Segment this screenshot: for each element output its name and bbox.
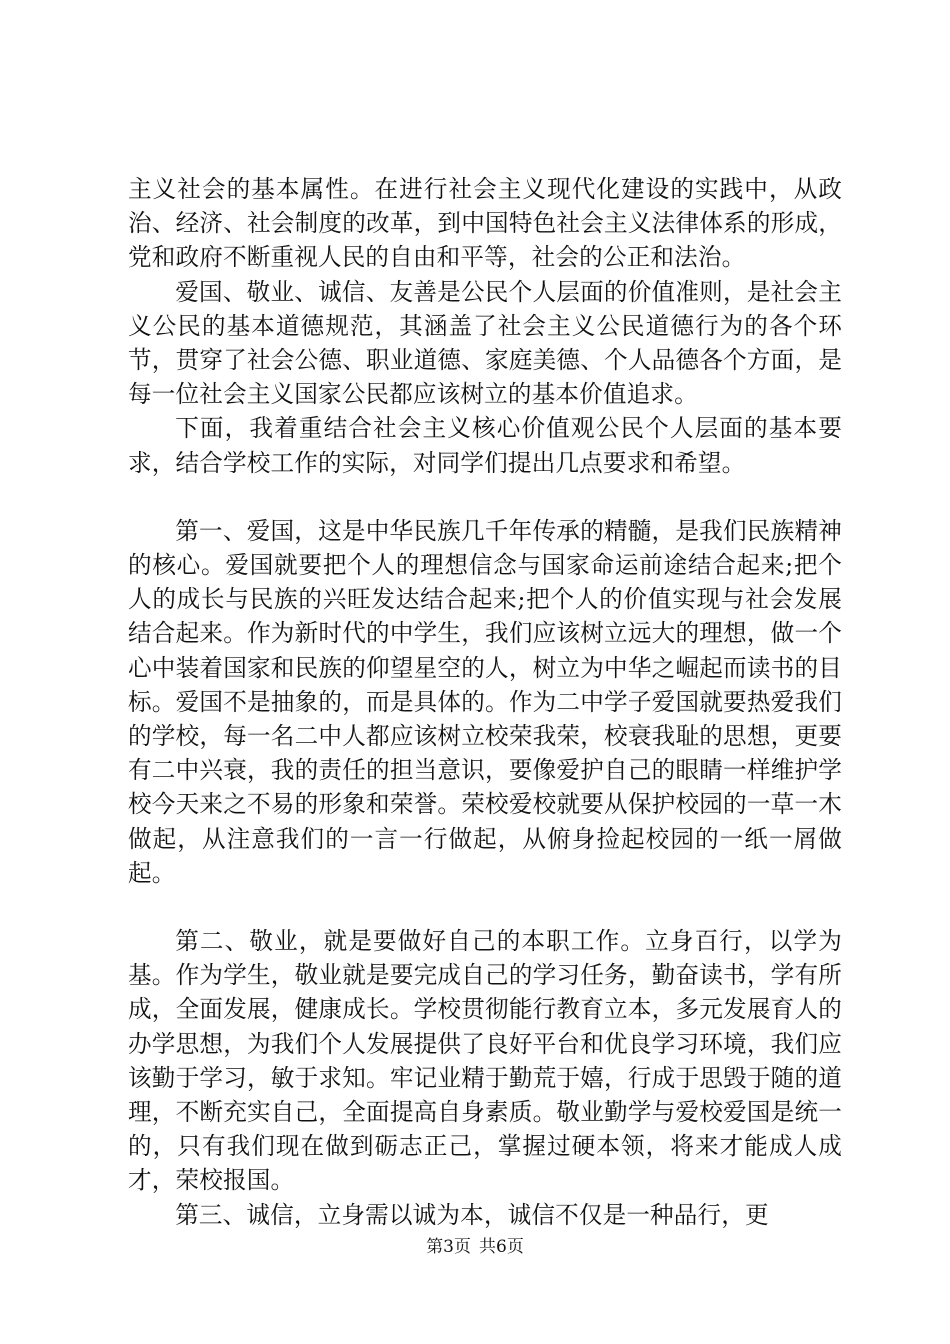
- page-total: 共6页: [479, 1237, 524, 1257]
- page-number: 第3页: [426, 1237, 471, 1257]
- paragraph-4: 第一、爱国，这是中华民族几千年传承的精髓，是我们民族精神的核心。爱国就要把个人的理想信念与国家命运前途结合起来;把个人的成长与民族的兴旺发达结合起来;把个人的价值实现与社会发展结合起来。作为新时代的中学生，我们应该树立远大的理想，做一个心中装着国家和民族的仰望星空的人，树立为中华之崛起而读书的目标。爱国不是抽象的，而是具体的。作为二中学子爱国就要热爱我们的学校，每一名二中人都应该树立校荣我荣，校衰我耻的思想，更要有二中兴衰，我的责任的担当意识，要像爱护自己的眼睛一样维护学校今天来之不易的形象和荣誉。荣校爱校就要从保护校园的一草一木做起，从注意我们的一言一行做起，从俯身捡起校园的一纸一屑做起。: [128, 516, 842, 887]
- document-body: [128, 172, 842, 1232]
- page-footer: [0, 1236, 950, 1258]
- paragraph-3: 下面，我着重结合社会主义核心价值观公民个人层面的基本要求，结合学校工作的实际，对同学们提出几点要求和希望。: [128, 414, 842, 477]
- paragraph-5: 第二、敬业，就是要做好自己的本职工作。立身百行，以学为基。作为学生，敬业就是要完成自己的学习任务，勤奋读书，学有所成，全面发展，健康成长。学校贯彻能行教育立本，多元发展育人的办学思想，为我们个人发展提供了良好平台和优良学习环境，我们应该勤于学习，敏于求知。牢记业精于勤荒于嬉，行成于思毁于随的道理，不断充实自己，全面提高自身素质。敬业勤学与爱校爱国是统一的，只有我们现在做到砺志正己，掌握过硬本领，将来才能成人成才，荣校报国。: [128, 927, 842, 1195]
- paragraph-6: 第三、诚信，立身需以诚为本，诚信不仅是一种品行，更: [175, 1200, 769, 1229]
- paragraph-1: 主义社会的基本属性。在进行社会主义现代化建设的实践中，从政治、经济、社会制度的改革，到中国特色社会主义法律体系的形成，党和政府不断重视人民的自由和平等，社会的公正和法治。: [128, 175, 842, 272]
- paragraph-2: 爱国、敬业、诚信、友善是公民个人层面的价值准则，是社会主义公民的基本道德规范，其涵盖了社会主义公民道德行为的各个环节，贯穿了社会公德、职业道德、家庭美德、个人品德各个方面，是每一位社会主义国家公民都应该树立的基本价值追求。: [128, 277, 842, 409]
